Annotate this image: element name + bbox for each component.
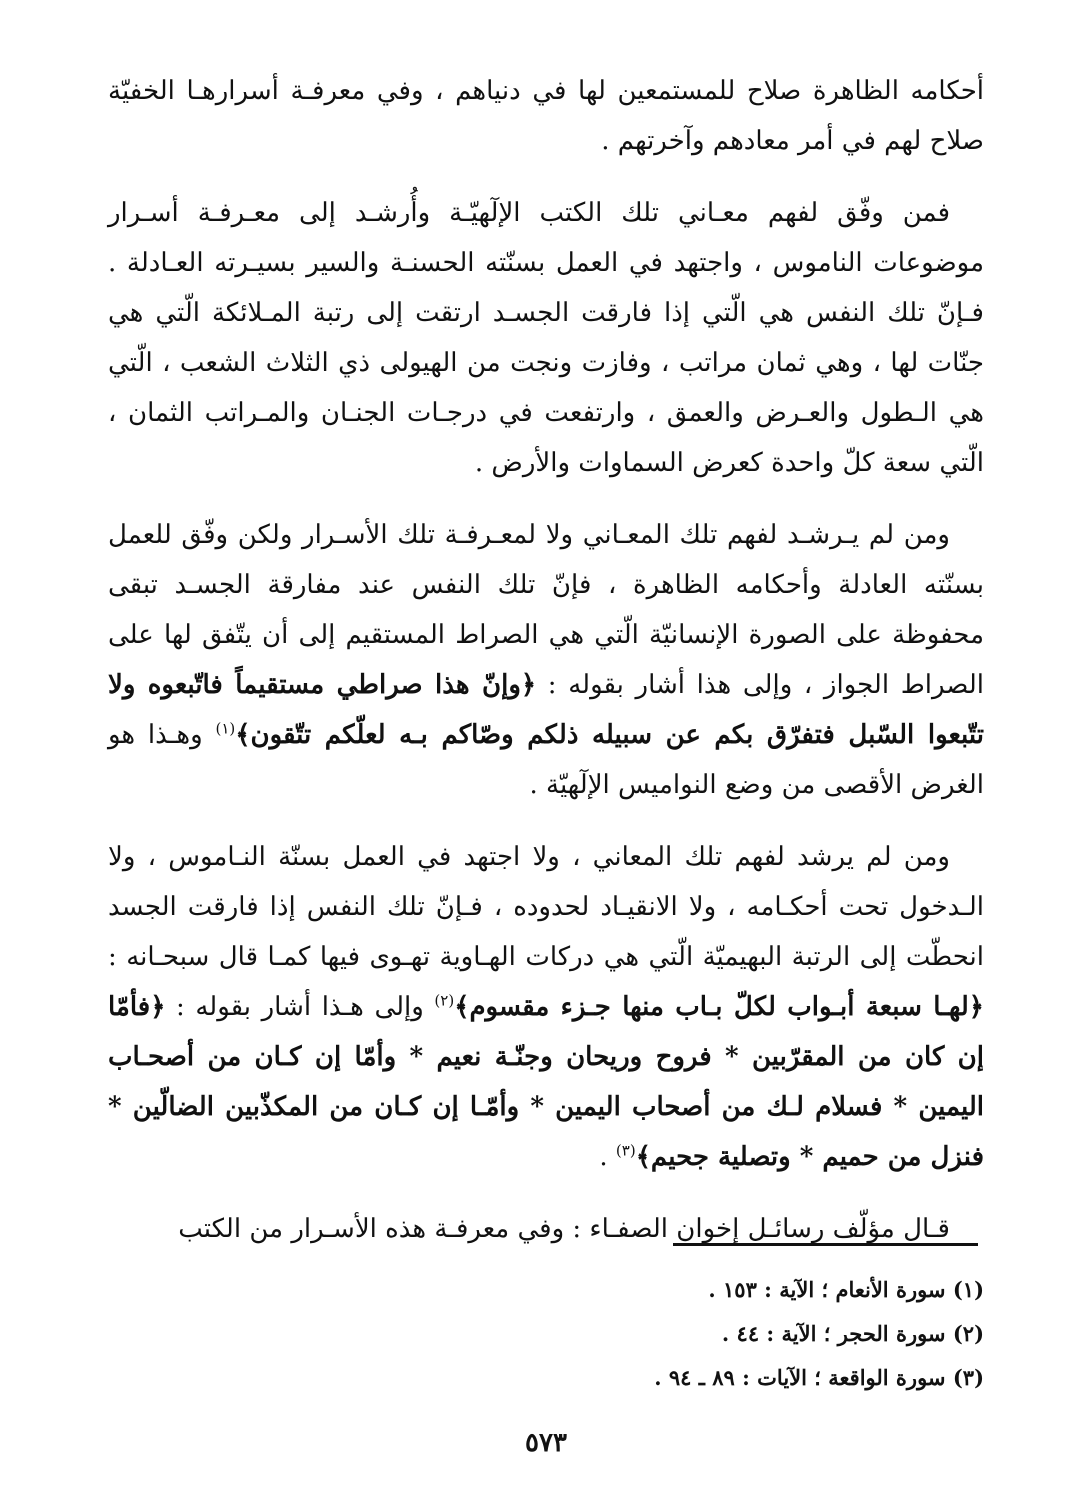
quran-quote-2: ﴿لهـا سبعة أبـواب لكلّ بـاب منها جـزء مقسوم﴾ — [454, 992, 984, 1022]
quran-quote-1: ﴿وإنّ هذا صراطي مستقيماً فاتّبعوه ولا تتّبعوا السّبل فتفرّق بكم عن سبيله ذلكم وصّاكم بـه لعلّكم تتّقون﴾ — [108, 670, 984, 750]
footnote-1: (١) سورة الأنعام ؛ الآية : ١٥٣ . — [708, 1277, 984, 1302]
footnote-ref-1: (١) — [215, 719, 236, 738]
footnotes — [108, 1268, 984, 1400]
page-number: ٥٧٣ — [525, 1428, 567, 1458]
footnote-2: (٢) سورة الحجر ؛ الآية : ٤٤ . — [721, 1321, 984, 1346]
footnote-divider — [673, 1243, 978, 1246]
paragraph-4 — [108, 832, 984, 1182]
page-body — [108, 66, 984, 1254]
quran-quote-3: ﴿فأمّا إن كان من المقرّبين * فروح وريحان وجنّـة نعيم * وأمّا إن كـان من أصحـاب اليمين * فسلام لـك من أصحاب اليمين * وأمّـا إن كـان من المكذّبين الضالّين * فنزل من حميم * وتصلية جحيم﴾ — [108, 992, 984, 1172]
footnote-ref-2: (٢) — [434, 991, 455, 1010]
paragraph-5: قـال مؤلّف رسائـل إخوان الصفـاء : وفي معرفـة هذه الأسـرار من الكتب — [178, 1214, 950, 1244]
paragraph-4-text-a: ومن لم يرشد لفهم تلك المعاني ، ولا اجتهد في العمل بسنّة النـاموس ، ولا الـدخول تحت أحكـامه ، ولا الانقيـاد لحدوده ، فـإنّ تلك النفس إذا فارقت الجسد انحطّت إلى الرتبة البهيميّة الّتي هي دركات الهـاوية تهـوى فيها كمـا قال سبحـانه : — [108, 842, 984, 972]
paragraph-3-text-b: وهـذا هو الغرض الأقصى من وضع النواميس الإلٓهيّة . — [108, 720, 984, 800]
footnote-ref-3: (٣) — [615, 1141, 636, 1160]
footnote-3: (٣) سورة الواقعة ؛ الآيات : ٨٩ ـ ٩٤ . — [654, 1365, 984, 1390]
paragraph-1: أحكامه الظاهرة صلاح للمستمعين لها في دنياهم ، وفي معرفـة أسرارهـا الخفيّة صلاح لهم في أمر معادهم وآخرتهم . — [108, 76, 984, 156]
paragraph-3 — [108, 510, 984, 810]
paragraph-4-text-b: وإلى هـذا أشار بقوله : — [165, 992, 435, 1022]
paragraph-4-text-c: . — [599, 1142, 616, 1172]
paragraph-3-text-a: ومن لم يـرشـد لفهم تلك المعـاني ولا لمعـرفـة تلك الأسـرار ولكن وفّق للعمل بسنّته العادلة وأحكامه الظاهرة ، فإنّ تلك النفس عند مفارقة الجسـد تبقى محفوظة على الصورة الإنسانيّة الّتي هي الصراط المستقيم إلى أن يتّفق لها على الصراط الجواز ، وإلى هذا أشار بقوله : — [108, 520, 984, 700]
paragraph-2: فمن وفّق لفهم معـاني تلك الكتب الإلٓهيّـة وأُرشـد إلى معـرفـة أسـرار موضوعات الناموس ، واجتهد في العمل بسنّته الحسنـة والسير بسيـرته العـادلة . فـإنّ تلك النفس هي الّتي إذا فارقت الجسـد ارتقت إلى رتبة المـلائكة الّتي هي جنّات لها ، وهي ثمان مراتب ، وفازت ونجت من الهيولى ذي الثلاث الشعب ، الّتي هي الـطول والعـرض والعمق ، وارتفعت في درجـات الجنـان والمـراتب الثمان ، الّتي سعة كلّ واحدة كعرض السماوات والأرض . — [108, 198, 984, 478]
